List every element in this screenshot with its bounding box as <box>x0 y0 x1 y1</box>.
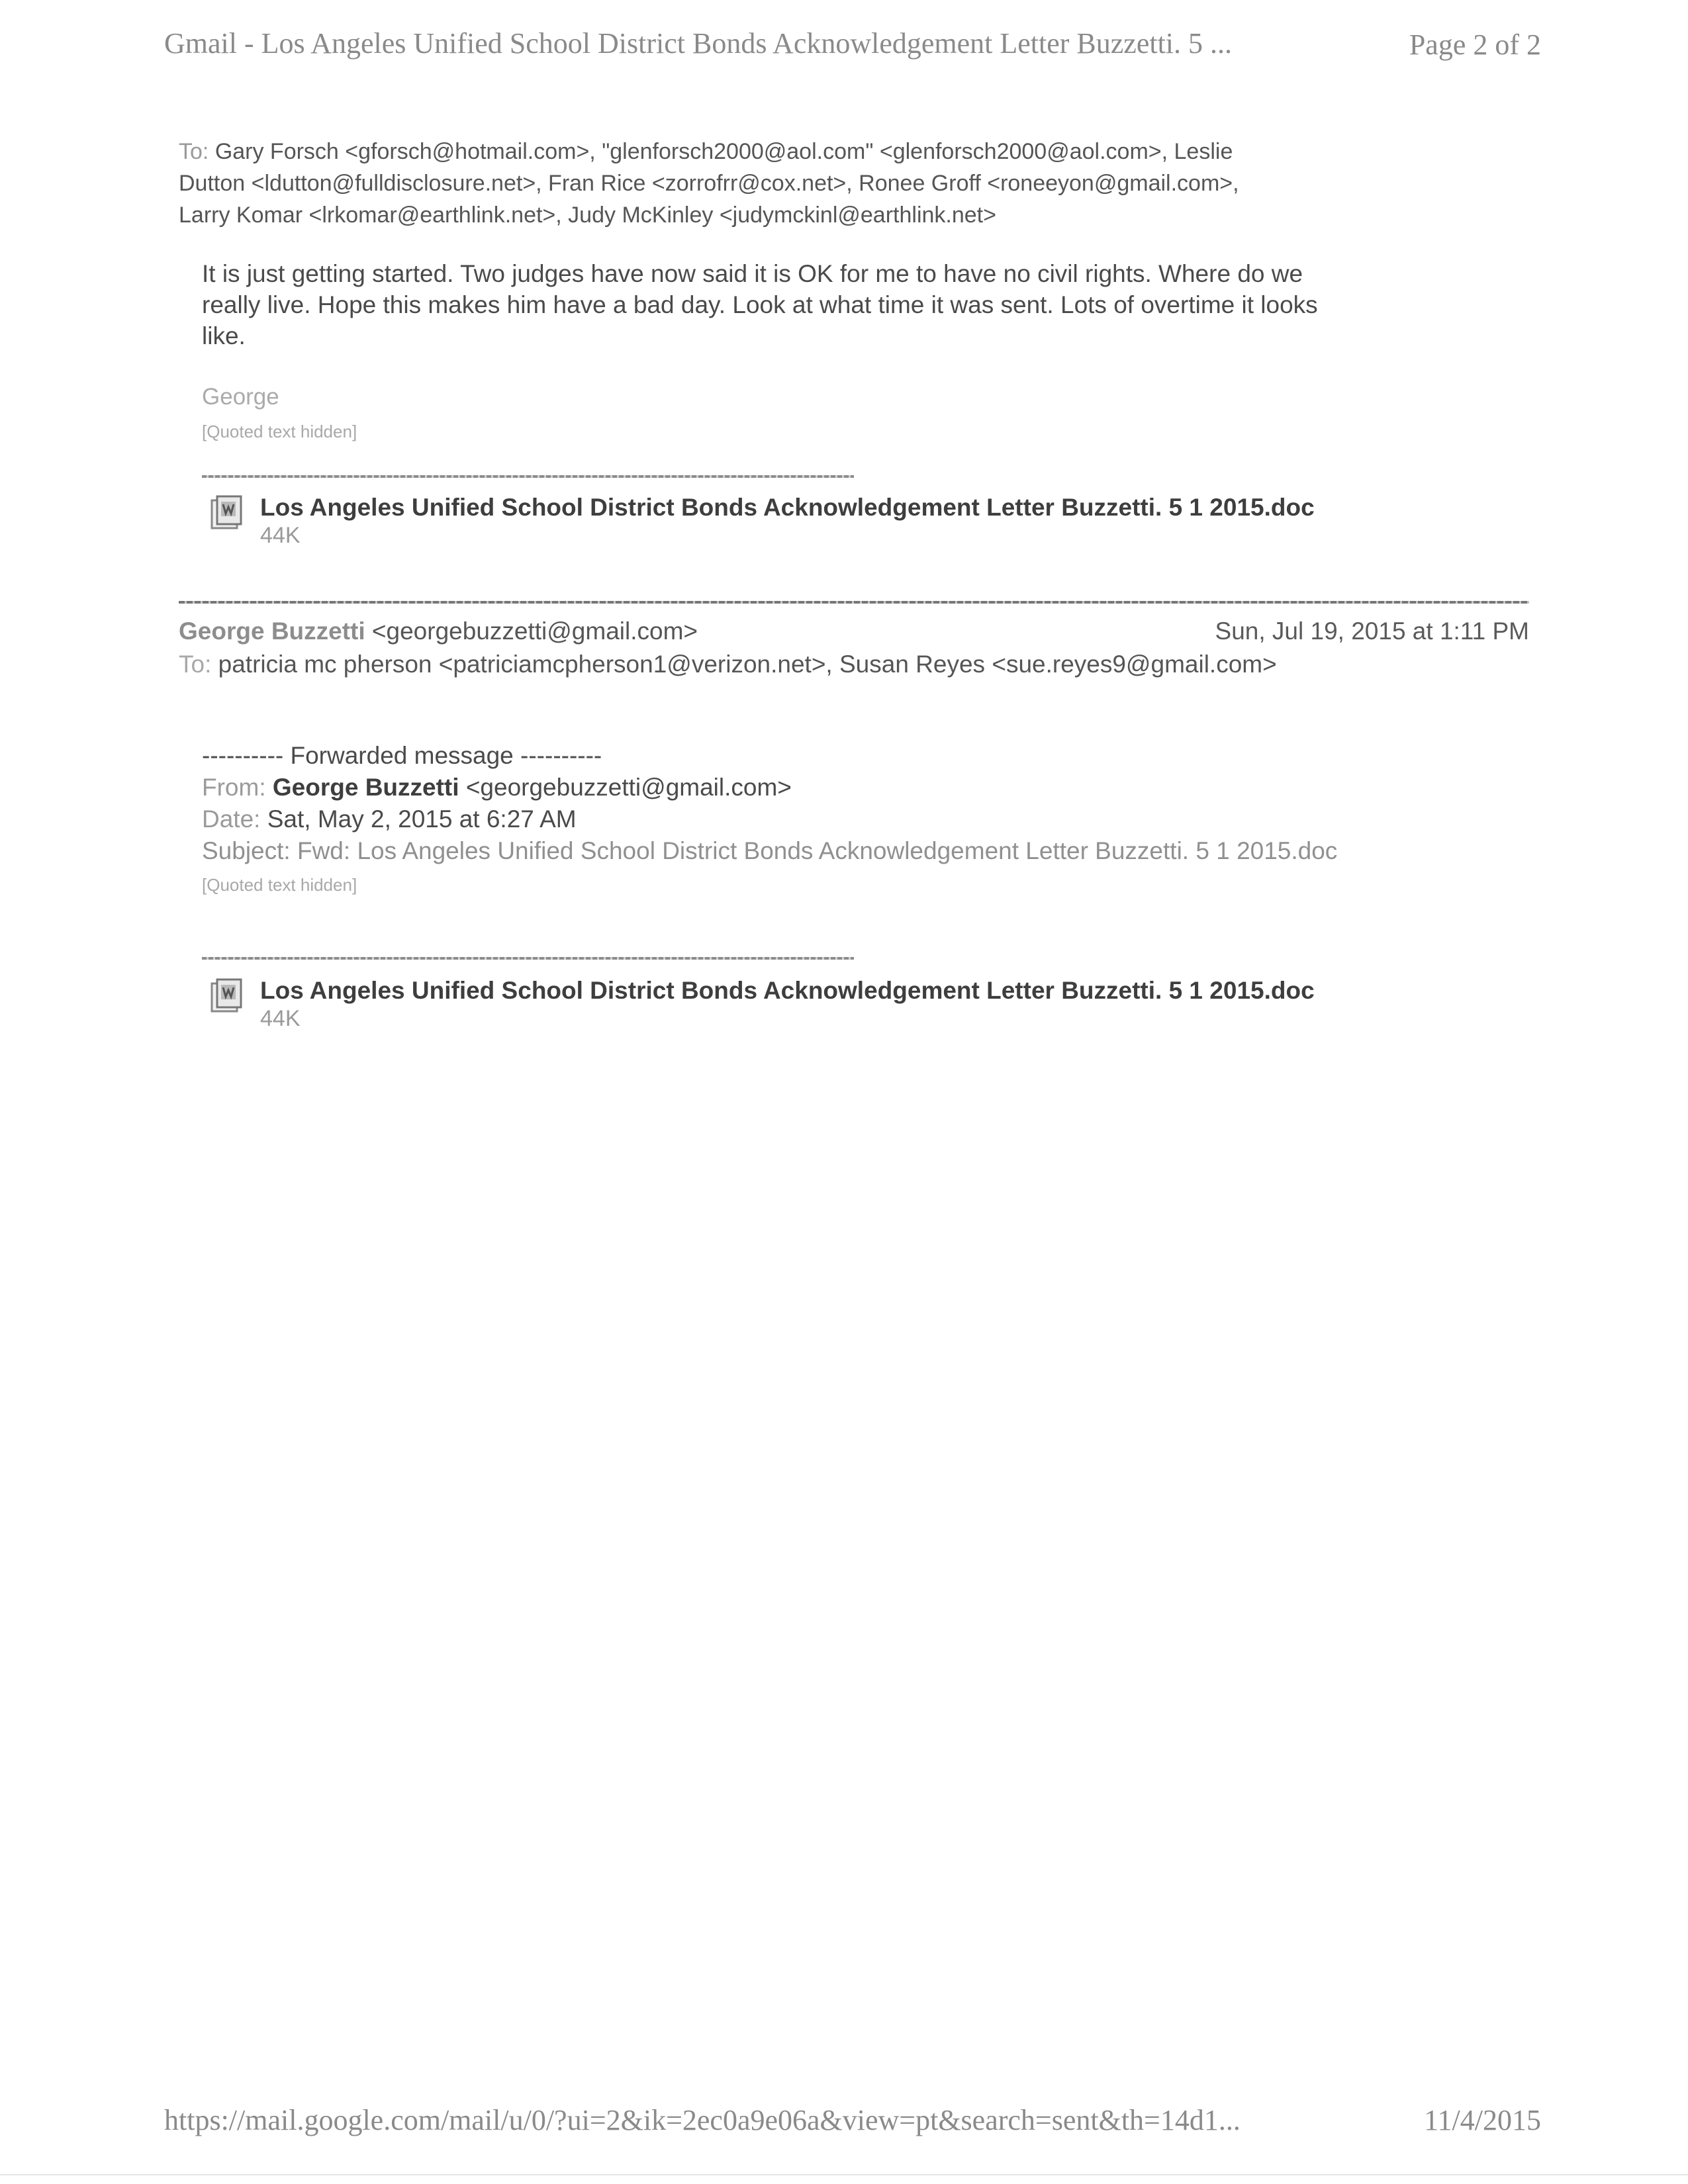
to-label: To: <box>179 139 209 164</box>
message-date: Sun, Jul 19, 2015 at 1:11 PM <box>1215 617 1529 645</box>
print-footer-date: 11/4/2015 <box>1424 2104 1541 2136</box>
subject-value: Fwd: Los Angeles Unified School District Bonds Acknowledgement Letter Buzzetti. 5 1 2015.doc <box>297 837 1338 864</box>
body-line: really live. Hope this makes him have a bad day. Look at what time it was sent. Lots of overtime it looks <box>202 291 1318 318</box>
attachment-size: 44K <box>260 1006 301 1031</box>
message1-signoff: George <box>202 384 279 410</box>
doc-icon <box>211 495 244 531</box>
attachment-link[interactable]: Los Angeles Unified School District Bonds Acknowledgement Letter Buzzetti. 5 1 2015.doc <box>260 494 1315 521</box>
body-line: It is just getting started. Two judges have now said it is OK for me to have no civil rights. Where do we <box>202 260 1303 287</box>
forwarded-banner: ---------- Forwarded message ---------- <box>202 742 602 769</box>
message2-header <box>179 617 1529 651</box>
attachment-size: 44K <box>260 523 301 548</box>
print-header <box>164 20 1541 66</box>
message1-recipients <box>179 136 1476 231</box>
message-divider <box>179 601 1529 604</box>
sender-name: George Buzzetti <box>179 617 365 645</box>
subject-label: Subject: <box>202 837 291 864</box>
page-bottom-edge <box>0 2174 1688 2175</box>
message2-recipients <box>179 651 1277 678</box>
attachment-divider <box>202 475 854 478</box>
attachment-divider <box>202 957 854 960</box>
message1-body <box>202 258 1493 351</box>
attachment-link[interactable]: Los Angeles Unified School District Bonds Acknowledgement Letter Buzzetti. 5 1 2015.doc <box>260 977 1315 1004</box>
recipient-line: patricia mc pherson <patriciamcpherson1@verizon.net>, Susan Reyes <sue.reyes9@gmail.com> <box>218 651 1277 678</box>
from-email: <georgebuzzetti@gmail.com> <box>465 774 792 801</box>
quoted-text-hidden-link[interactable]: [Quoted text hidden] <box>202 875 357 895</box>
forwarded-message <box>202 740 1337 867</box>
quoted-text-hidden-link[interactable]: [Quoted text hidden] <box>202 422 357 441</box>
forwarded-from <box>202 772 1337 803</box>
forwarded-subject <box>202 835 1337 867</box>
doc-icon <box>211 978 244 1014</box>
print-footer <box>164 2103 1541 2143</box>
forwarded-date <box>202 803 1337 835</box>
date-value: Sat, May 2, 2015 at 6:27 AM <box>267 805 577 833</box>
sender <box>179 617 698 645</box>
sender-email: <georgebuzzetti@gmail.com> <box>371 617 698 645</box>
from-label: From: <box>202 774 266 801</box>
print-header-page-number: Page 2 of 2 <box>1409 28 1541 61</box>
to-label: To: <box>179 651 212 678</box>
body-line: like. <box>202 322 246 349</box>
recipient-line: Dutton <ldutton@fulldisclosure.net>, Fran Rice <zorrofrr@cox.net>, Ronee Groff <roneeyon@gmail.com>, <box>179 171 1239 196</box>
date-label: Date: <box>202 805 261 833</box>
print-header-title: Gmail - Los Angeles Unified School District Bonds Acknowledgement Letter Buzzetti. 5 ... <box>164 27 1233 60</box>
from-name: George Buzzetti <box>272 774 459 801</box>
recipient-line: Larry Komar <lrkomar@earthlink.net>, Judy McKinley <judymckinl@earthlink.net> <box>179 203 996 228</box>
print-footer-url: https://mail.google.com/mail/u/0/?ui=2&ik=2ec0a9e06a&view=pt&search=sent&th=14d1... <box>164 2104 1241 2136</box>
recipient-line: Gary Forsch <gforsch@hotmail.com>, "glenforsch2000@aol.com" <glenforsch2000@aol.com>, Leslie <box>214 139 1233 164</box>
